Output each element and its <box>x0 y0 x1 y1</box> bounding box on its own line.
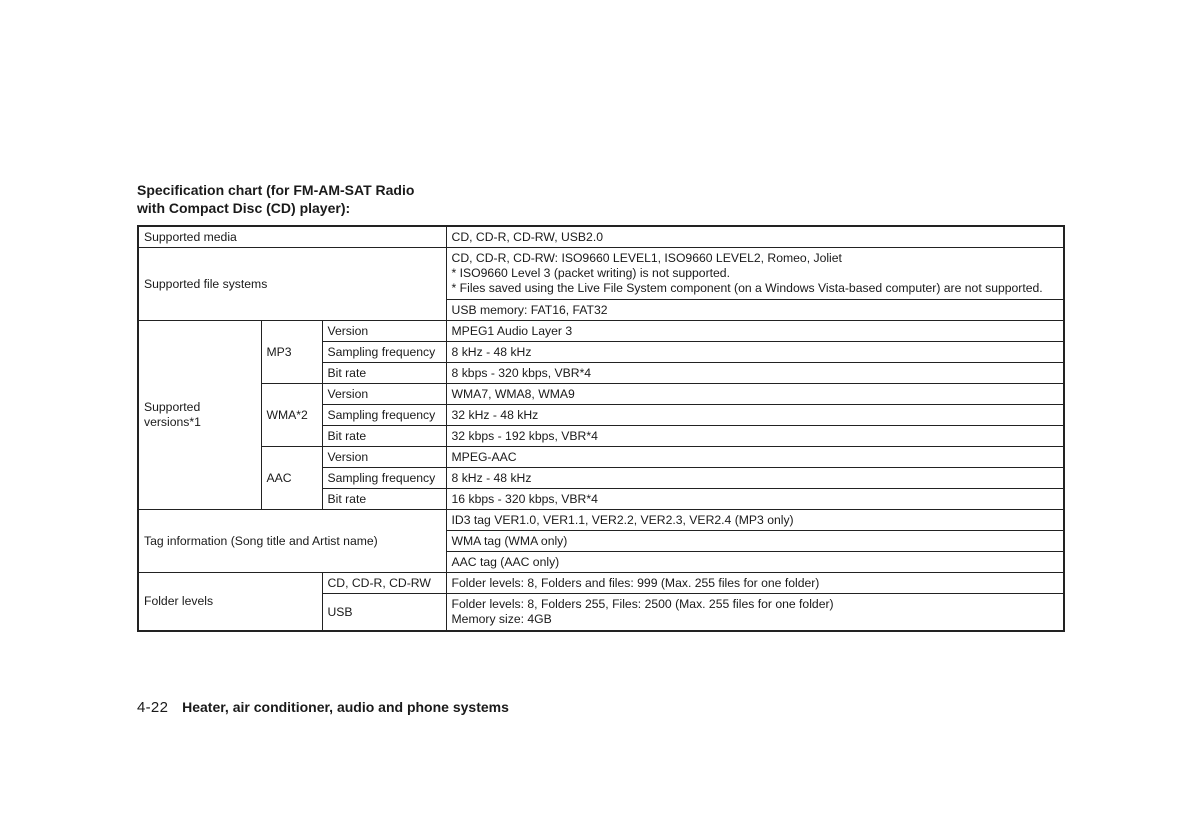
supported-versions-label-line2: versions*1 <box>144 415 201 429</box>
chart-heading-line2: with Compact Disc (CD) player): <box>137 200 351 216</box>
attr-value: WMA7, WMA8, WMA9 <box>446 384 1064 405</box>
folder-levels-cd-label: CD, CD-R, CD-RW <box>322 573 446 594</box>
table-row <box>138 321 1064 342</box>
supported-media-label: Supported media <box>138 226 446 248</box>
page-number: 4-22 <box>137 699 169 716</box>
attr-value: 8 kHz - 48 kHz <box>446 342 1064 363</box>
tag-info-label: Tag information (Song title and Artist name) <box>138 510 446 573</box>
table-row <box>138 510 1064 531</box>
attr-value: 8 kHz - 48 kHz <box>446 468 1064 489</box>
format-aac: AAC <box>261 447 322 510</box>
specification-table <box>137 225 1065 632</box>
format-mp3: MP3 <box>261 321 322 384</box>
tag-info-value: ID3 tag VER1.0, VER1.1, VER2.2, VER2.3, VER2.4 (MP3 only) <box>446 510 1064 531</box>
chart-heading-line1: Specification chart (for FM-AM-SAT Radio <box>137 182 415 198</box>
supported-media-value: CD, CD-R, CD-RW, USB2.0 <box>446 226 1064 248</box>
file-systems-label: Supported file systems <box>138 248 446 321</box>
table-row <box>138 248 1064 300</box>
attr-label: Version <box>322 321 446 342</box>
supported-versions-label-line1: Supported <box>144 400 201 414</box>
file-systems-cd-line2: * ISO9660 Level 3 (packet writing) is not supported. <box>451 266 730 280</box>
attr-label: Sampling frequency <box>322 468 446 489</box>
supported-versions-label <box>138 321 261 510</box>
tag-info-value: AAC tag (AAC only) <box>446 552 1064 573</box>
folder-levels-usb-line2: Memory size: 4GB <box>451 612 552 626</box>
file-systems-cd-value <box>446 248 1064 300</box>
format-wma: WMA*2 <box>261 384 322 447</box>
folder-levels-usb-label: USB <box>322 594 446 632</box>
attr-value: 32 kHz - 48 kHz <box>446 405 1064 426</box>
attr-value: MPEG1 Audio Layer 3 <box>446 321 1064 342</box>
attr-label: Bit rate <box>322 363 446 384</box>
attr-label: Version <box>322 447 446 468</box>
attr-label: Version <box>322 384 446 405</box>
file-systems-cd-line1: CD, CD-R, CD-RW: ISO9660 LEVEL1, ISO9660 LEVEL2, Romeo, Joliet <box>451 251 842 265</box>
section-title: Heater, air conditioner, audio and phone systems <box>182 699 509 715</box>
attr-value: 16 kbps - 320 kbps, VBR*4 <box>446 489 1064 510</box>
attr-label: Bit rate <box>322 489 446 510</box>
table-row <box>138 384 1064 405</box>
attr-value: 32 kbps - 192 kbps, VBR*4 <box>446 426 1064 447</box>
folder-levels-label: Folder levels <box>138 573 322 632</box>
table-row <box>138 226 1064 248</box>
attr-label: Sampling frequency <box>322 405 446 426</box>
table-row <box>138 573 1064 594</box>
folder-levels-usb-line1: Folder levels: 8, Folders 255, Files: 2500 (Max. 255 files for one folder) <box>451 597 834 611</box>
folder-levels-usb-value <box>446 594 1064 632</box>
attr-label: Sampling frequency <box>322 342 446 363</box>
folder-levels-cd-value: Folder levels: 8, Folders and files: 999 (Max. 255 files for one folder) <box>446 573 1064 594</box>
file-systems-cd-line3: * Files saved using the Live File System component (on a Windows Vista-based computer) are not supported. <box>451 281 1043 295</box>
file-systems-usb-value: USB memory: FAT16, FAT32 <box>446 300 1064 321</box>
table-row <box>138 447 1064 468</box>
tag-info-value: WMA tag (WMA only) <box>446 531 1064 552</box>
chart-heading <box>137 181 537 217</box>
page-footer <box>137 699 509 716</box>
attr-value: 8 kbps - 320 kbps, VBR*4 <box>446 363 1064 384</box>
attr-value: MPEG-AAC <box>446 447 1064 468</box>
attr-label: Bit rate <box>322 426 446 447</box>
